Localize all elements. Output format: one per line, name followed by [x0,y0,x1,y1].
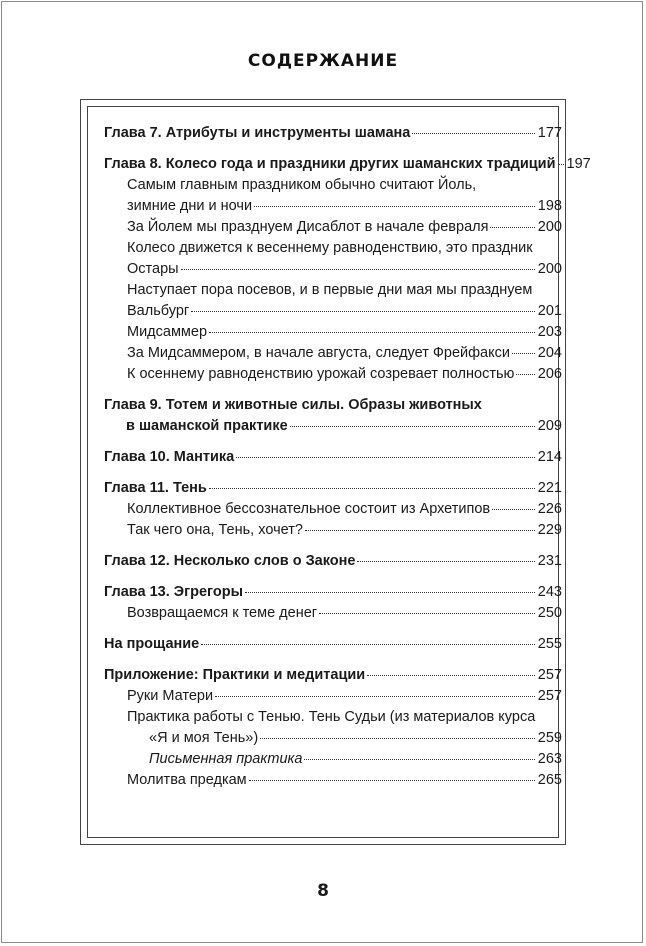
leader-dots [304,759,534,760]
toc-page-number: 214 [537,449,562,465]
toc-page-number: 255 [537,636,562,652]
toc-section-archetypes[interactable] [104,499,562,520]
leader-dots [209,332,535,333]
toc-chapter-12[interactable] [104,551,562,572]
toc-page-number: 177 [537,125,562,141]
toc-entry-label: Приложение: Практики и медитации [104,667,366,683]
leader-dots [412,133,534,134]
toc-page-number: 226 [537,501,562,517]
leader-dots [492,509,535,510]
toc-chapter-7[interactable] [104,123,562,144]
toc-appendix[interactable] [104,665,562,686]
toc-entry-label: К осеннему равноденствию урожай созревает полностью [127,366,515,382]
toc-page-number: 197 [566,156,591,172]
leader-dots [290,426,535,427]
leader-dots [209,488,535,489]
leader-dots [490,227,534,228]
toc-page-number: 221 [537,480,562,496]
toc-section-midsummer[interactable] [104,322,562,343]
toc-section-freyfaxi[interactable] [104,343,562,364]
toc-entry-label: Глава 13. Эгрегоры [104,584,243,600]
toc-page-number: 209 [537,418,562,434]
toc-entry-label: Глава 7. Атрибуты и инструменты шамана [104,125,411,141]
toc-entry-label: Так чего она, Тень, хочет? [127,522,303,538]
toc-entry-label-continued: Остары [127,261,179,277]
toc-page-number: 229 [537,522,562,538]
leader-dots [201,644,535,645]
leader-dots [367,675,535,676]
toc-section-shadow-practice[interactable] [104,707,562,749]
toc-entry-label-continued: Вальбург [127,303,190,319]
leader-dots [357,561,534,562]
table-of-contents [104,123,591,791]
toc-chapter-9[interactable] [104,395,562,437]
toc-entry-label: Глава 9. Тотем и животные силы. Образы животных [104,397,482,413]
toc-chapter-8[interactable] [104,154,591,175]
toc-page-number: 206 [537,366,562,382]
toc-page-number: 259 [537,730,562,746]
leader-dots [254,206,535,207]
leader-dots [512,353,535,354]
toc-section-prayer[interactable] [104,770,562,791]
toc-page-number: 250 [537,605,562,621]
toc-section-money[interactable] [104,603,562,624]
page-title: СОДЕРЖАНИЕ [247,51,399,71]
toc-entry-label: Практика работы с Тенью. Тень Судьи (из материалов курса [127,709,536,725]
toc-entry-label: За Мидсаммером, в начале августа, следует Фрейфакси [127,345,510,361]
toc-page-number: 203 [537,324,562,340]
toc-entry-label: Глава 8. Колесо года и праздники других шаманских традиций [104,156,556,172]
toc-section-autumn-equinox[interactable] [104,364,562,385]
toc-entry-label: За Йолем мы празднуем Дисаблот в начале февраля [127,219,489,235]
toc-entry-label: На прощание [104,636,200,652]
toc-entry-label: Наступает пора посевов, и в первые дни мая мы празднуем [127,282,533,298]
toc-section-yule[interactable] [104,175,562,217]
toc-section-walburg[interactable] [104,280,562,322]
toc-page-number: 257 [537,688,562,704]
toc-page-number: 243 [537,584,562,600]
toc-page-number: 198 [537,198,562,214]
toc-entry-label: Молитва предкам [127,772,247,788]
toc-entry-label-continued: в шаманской практике [126,418,288,434]
toc-page-number: 265 [537,772,562,788]
toc-page-number: 231 [537,553,562,569]
toc-entry-label: Глава 12. Несколько слов о Законе [104,553,356,569]
leader-dots [558,164,564,165]
leader-dots [236,457,535,458]
toc-chapter-13[interactable] [104,582,562,603]
toc-page-number: 201 [537,303,562,319]
toc-section-mother-hands[interactable] [104,686,562,707]
leader-dots [191,311,535,312]
toc-page-number: 263 [537,751,562,767]
toc-farewell[interactable] [104,634,562,655]
toc-section-disablot[interactable] [104,217,562,238]
toc-entry-label: Глава 10. Мантика [104,449,235,465]
toc-entry-label: Возвращаемся к теме денег [127,605,318,621]
leader-dots [215,696,535,697]
toc-entry-label-continued: зимние дни и ночи [127,198,253,214]
toc-chapter-11[interactable] [104,478,562,499]
toc-section-ostara[interactable] [104,238,562,280]
toc-section-written-practice[interactable] [104,749,562,770]
leader-dots [260,738,535,739]
leader-dots [249,780,535,781]
toc-page-number: 200 [537,261,562,277]
toc-entry-label: Руки Матери [127,688,214,704]
toc-entry-label: Глава 11. Тень [104,480,207,496]
toc-page-number: 200 [537,219,562,235]
toc-entry-label: Колесо движется к весеннему равноденствию, это праздник [127,240,533,256]
toc-page-number: 257 [537,667,562,683]
toc-entry-label-continued: «Я и моя Тень») [149,730,259,746]
toc-entry-label: Коллективное бессознательное состоит из Архетипов [127,501,491,517]
toc-chapter-10[interactable] [104,447,562,468]
page-number: 8 [317,881,329,901]
toc-entry-label: Письменная практика [149,751,303,767]
leader-dots [319,613,535,614]
toc-entry-label: Самым главным праздником обычно считают Йоль, [127,177,477,193]
toc-section-shadow-wants[interactable] [104,520,562,541]
leader-dots [245,592,535,593]
toc-page-number: 204 [537,345,562,361]
leader-dots [305,530,535,531]
leader-dots [516,374,534,375]
leader-dots [181,269,535,270]
toc-entry-label: Мидсаммер [127,324,208,340]
